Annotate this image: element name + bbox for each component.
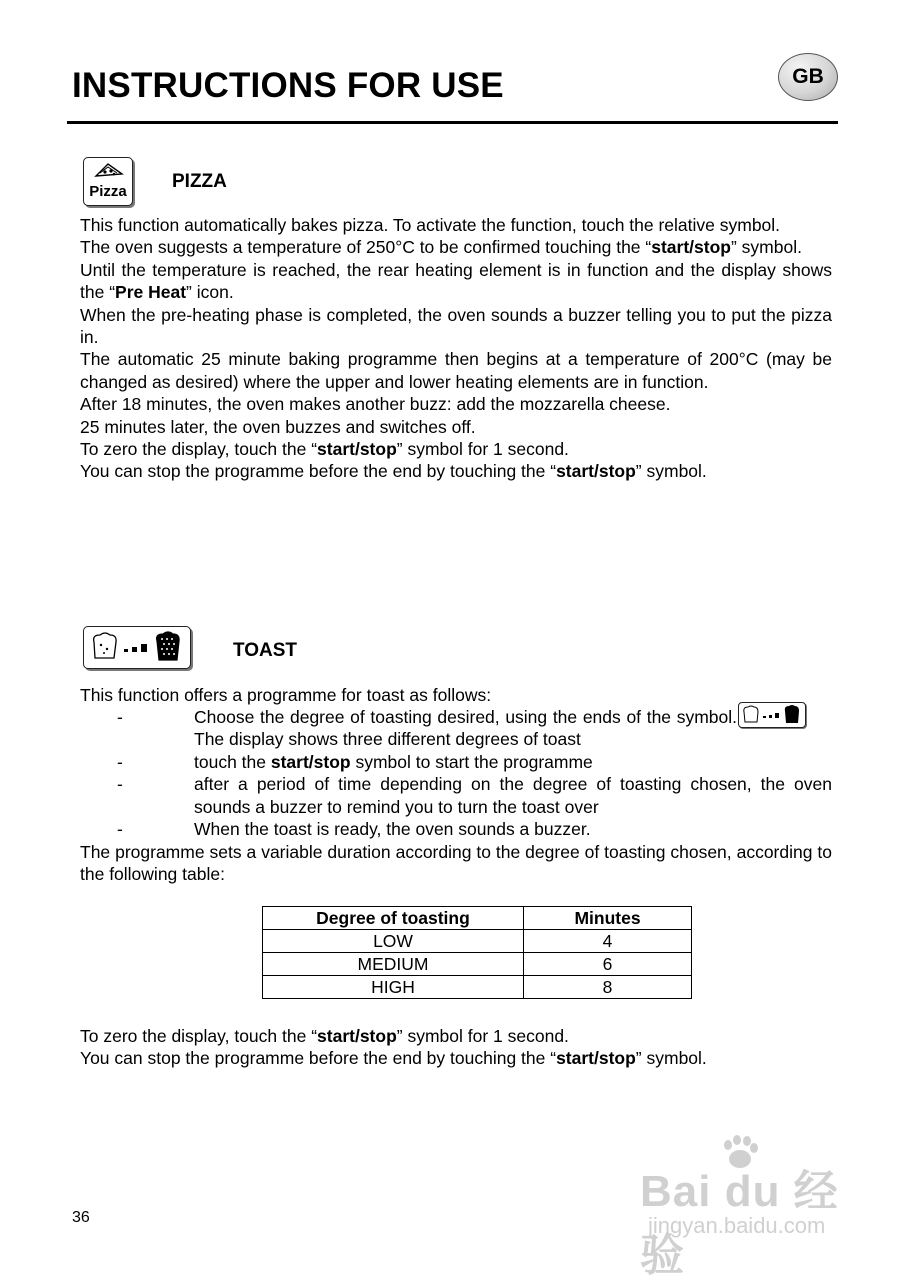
- pizza-paragraph: To zero the display, touch the “start/stop” symbol for 1 second.: [80, 439, 569, 460]
- pizza-icon-label: Pizza: [89, 183, 127, 200]
- pizza-paragraph: Until the temperature is reached, the rear heating element is in function and the display shows the “Pre Heat” icon.: [80, 259, 832, 303]
- pizza-paragraph: When the pre-heating phase is completed, the oven sounds a buzzer telling you to put the pizza in.: [80, 304, 832, 348]
- minutes-cell: 8: [524, 976, 692, 999]
- column-header-degree: Degree of toasting: [263, 907, 524, 930]
- degree-cell: MEDIUM: [263, 953, 524, 976]
- header-rule: [67, 121, 838, 124]
- pizza-paragraph: After 18 minutes, the oven makes another buzz: add the mozzarella cheese.: [80, 394, 671, 415]
- toast-steps: [80, 706, 832, 840]
- toast-table-intro: The programme sets a variable duration according to the degree of toasting chosen, according to the following table:: [80, 842, 832, 885]
- pizza-description: [80, 214, 832, 483]
- pizza-paragraph: This function automatically bakes pizza. To activate the function, touch the relative symbol.: [80, 215, 781, 235]
- toast-closing: To zero the display, touch the “start/stop” symbol for 1 second. You can stop the programme before the end by touching the “start/stop” symbol.: [80, 1026, 707, 1069]
- toast-icon: [83, 626, 191, 669]
- pizza-paragraph: 25 minutes later, the oven buzzes and switches off.: [80, 416, 476, 437]
- list-item: - Choose the degree of toasting desired, using the ends of the symbol. The display shows three different degrees of toast: [117, 707, 737, 750]
- column-header-minutes: Minutes: [524, 907, 692, 930]
- table-row: [263, 930, 692, 953]
- minutes-cell: 4: [524, 930, 692, 953]
- toast-symbol-inline-icon: [738, 702, 806, 728]
- page-number: 36: [72, 1209, 90, 1226]
- list-item: - When the toast is ready, the oven sounds a buzzer.: [117, 819, 591, 840]
- list-item: - after a period of time depending on the degree of toasting chosen, the oven sounds a buzzer to remind you to turn the toast over: [117, 774, 832, 817]
- baidu-watermark: [640, 1135, 855, 1280]
- table-row: [263, 976, 692, 999]
- degree-cell: LOW: [263, 930, 524, 953]
- toast-intro: This function offers a programme for toast as follows:: [80, 685, 492, 705]
- table-row: [263, 953, 692, 976]
- list-item: - touch the start/stop symbol to start the programme: [117, 751, 593, 772]
- page-title: INSTRUCTIONS FOR USE: [72, 66, 504, 105]
- toast-section-title: TOAST: [233, 640, 298, 661]
- minutes-cell: 6: [524, 953, 692, 976]
- watermark-brand: Bai du 经验: [640, 1167, 839, 1280]
- table-header-row: [263, 907, 692, 930]
- pizza-icon: [83, 157, 133, 206]
- pizza-paragraph: The automatic 25 minute baking programme then begins at a temperature of 200°C (may be changed as desired) where the upper and lower heating elements are in function.: [80, 349, 832, 392]
- degree-cell: HIGH: [263, 976, 524, 999]
- watermark-url: jingyan.baidu.com: [648, 1213, 826, 1238]
- language-badge: GB: [778, 53, 838, 101]
- pizza-paragraph: The oven suggests a temperature of 250°C to be confirmed touching the “start/stop” symbol.: [80, 237, 802, 258]
- pizza-paragraph: You can stop the programme before the end by touching the “start/stop” symbol.: [80, 461, 707, 482]
- pizza-section-title: PIZZA: [172, 171, 227, 192]
- toasting-table: [262, 906, 692, 999]
